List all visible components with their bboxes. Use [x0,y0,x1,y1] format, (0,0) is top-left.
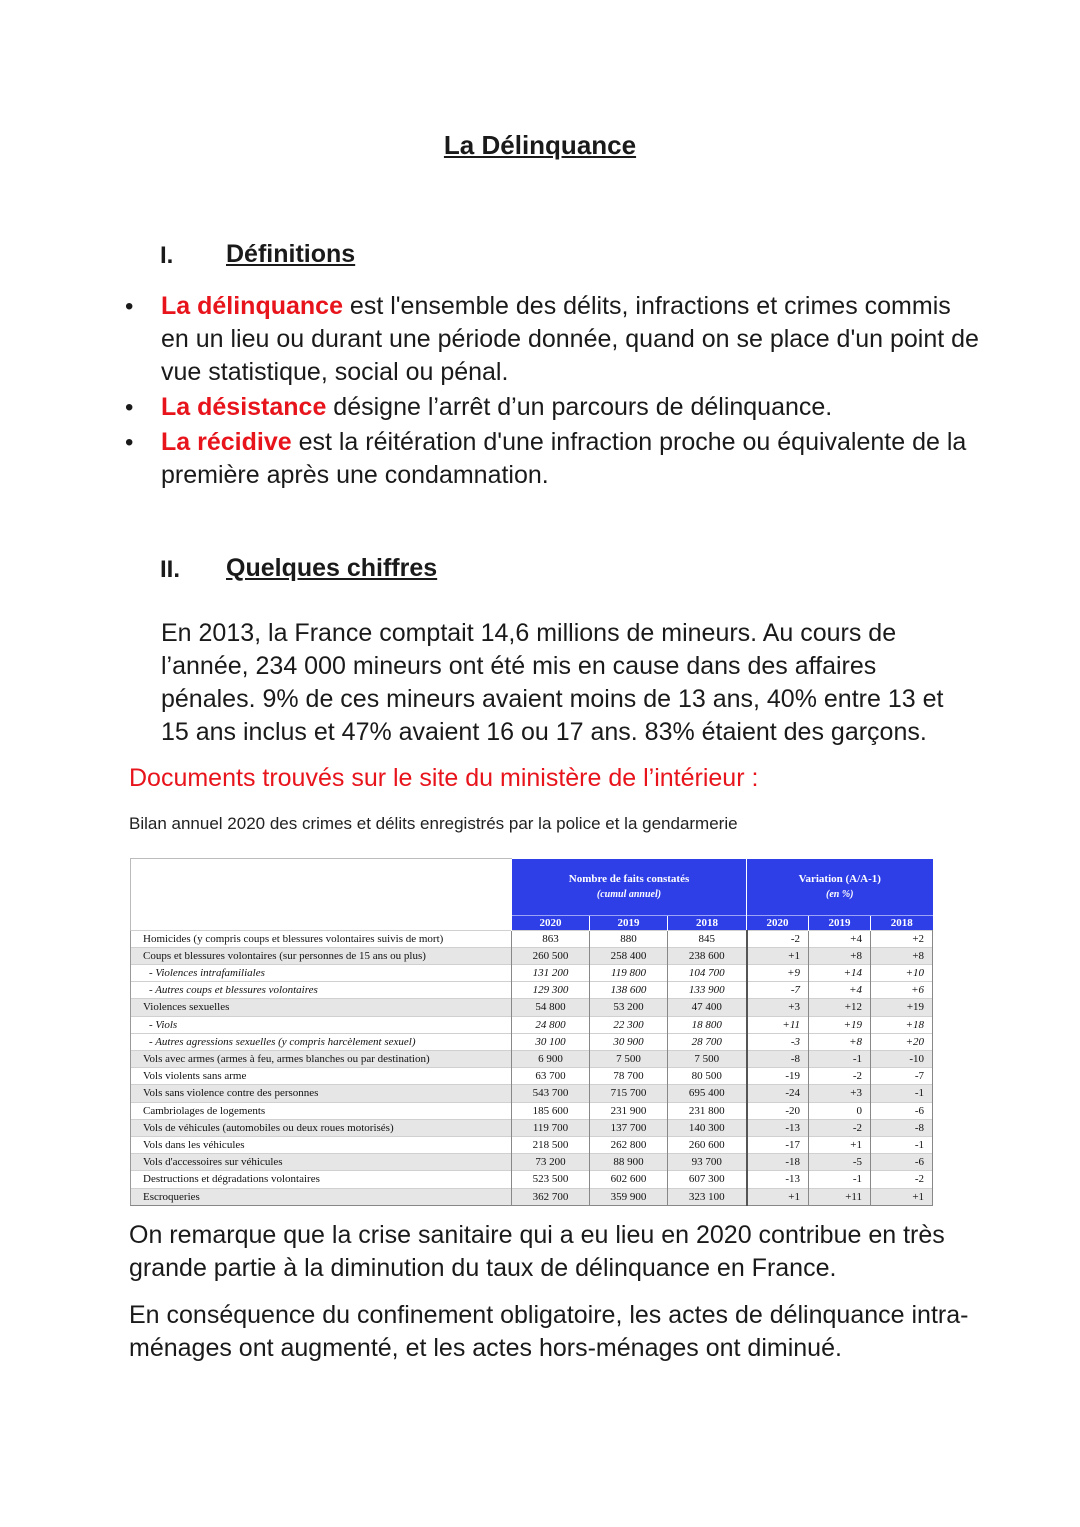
variation-cell: +18 [871,1016,933,1033]
count-cell: 185 600 [512,1102,590,1119]
page-title: La Délinquance [443,130,637,160]
variation-cell: -2 [871,1171,933,1188]
count-cell: 238 600 [668,947,747,964]
variation-cell: +12 [809,999,871,1016]
variation-cell: +10 [871,964,933,981]
table-caption: Bilan annuel 2020 des crimes et délits enregistrés par la police et la gendarmerie [129,814,738,833]
count-cell: 523 500 [512,1171,590,1188]
count-cell: 140 300 [668,1119,747,1136]
header-variation [747,859,933,916]
count-cell: 104 700 [668,964,747,981]
row-label: Vols de véhicules (automobiles ou deux roues motorisés) [131,1119,512,1136]
table-row [131,1068,933,1085]
definition-text: désigne l’arrêt d’un parcours de délinquance. [326,393,833,421]
year-header: 2020 [512,915,590,930]
analysis-paragraph-2: En conséquence du confinement obligatoire, les actes de délinquance intra-ménages ont augmenté, et les actes hors-ménages ont diminué. [129,1301,969,1362]
variation-cell: +11 [747,1016,809,1033]
header-variation-label: Variation (A/A-1) [798,872,881,885]
table-row [131,930,933,947]
count-cell: 359 900 [590,1188,668,1205]
count-cell: 93 700 [668,1154,747,1171]
count-cell: 607 300 [668,1171,747,1188]
statistics-paragraph: En 2013, la France comptait 14,6 millions de mineurs. Au cours de l’année, 234 000 mineurs ont été mis en cause dans des affaires pénales. 9% de ces mineurs avaient moins de 13 ans, 40% entre 13 et 15 ans inclus et 47% avaient 16 ou 17 ans. 83% étaient des garçons. [161,619,944,746]
row-label: Escroqueries [131,1188,512,1205]
row-label: Vols d'accessoires sur véhicules [131,1154,512,1171]
variation-cell: +19 [871,999,933,1016]
count-cell: 129 300 [512,982,590,999]
variation-cell: -10 [871,1050,933,1067]
count-cell: 258 400 [590,947,668,964]
count-cell: 73 200 [512,1154,590,1171]
row-label: Cambriolages de logements [131,1102,512,1119]
table-row [131,982,933,999]
variation-cell: +4 [809,930,871,947]
count-cell: 53 200 [590,999,668,1016]
variation-cell: -13 [747,1171,809,1188]
table-corner [131,859,512,931]
variation-cell: +8 [871,947,933,964]
count-cell: 78 700 [590,1068,668,1085]
variation-cell: +3 [809,1085,871,1102]
section-2-title: Quelques chiffres [226,554,438,582]
count-cell: 262 800 [590,1136,668,1153]
table-row [131,1171,933,1188]
variation-cell: +1 [809,1136,871,1153]
variation-cell: +9 [747,964,809,981]
section-2-number: II. [160,556,181,583]
variation-cell: +3 [747,999,809,1016]
count-cell: 63 700 [512,1068,590,1085]
count-cell: 845 [668,930,747,947]
variation-cell: -5 [809,1154,871,1171]
variation-cell: -24 [747,1085,809,1102]
count-cell: 231 900 [590,1102,668,1119]
definition-item [125,391,985,424]
definition-term: La délinquance [161,292,343,320]
count-cell: 30 900 [590,1033,668,1050]
variation-cell: -8 [747,1050,809,1067]
variation-cell: +1 [747,947,809,964]
row-label: Coups et blessures volontaires (sur personnes de 15 ans ou plus) [131,947,512,964]
row-label: Vols sans violence contre des personnes [131,1085,512,1102]
count-cell: 7 500 [668,1050,747,1067]
row-label: - Violences intrafamiliales [131,964,512,981]
variation-cell: -1 [871,1085,933,1102]
variation-cell: -1 [871,1136,933,1153]
definition-term: La désistance [161,393,327,421]
count-cell: 138 600 [590,982,668,999]
variation-cell: -2 [747,930,809,947]
count-cell: 119 700 [512,1119,590,1136]
count-cell: 362 700 [512,1188,590,1205]
variation-cell: -7 [871,1068,933,1085]
count-cell: 218 500 [512,1136,590,1153]
table-row [131,1119,933,1136]
bullet-icon: • [125,293,134,320]
definitions-list [125,290,985,494]
section-1-number: I. [160,242,174,269]
header-variation-sub: (en %) [826,888,854,900]
count-cell: 715 700 [590,1085,668,1102]
count-cell: 260 500 [512,947,590,964]
definition-text: est l'ensemble des délits, infractions et crimes commis en un lieu ou durant une période donnée, quand on se place d'un point de vue statistique, social ou pénal. [161,292,979,386]
variation-cell: +1 [747,1188,809,1205]
count-cell: 18 800 [668,1016,747,1033]
variation-cell: +4 [809,982,871,999]
count-cell: 231 800 [668,1102,747,1119]
table-row [131,1188,933,1205]
variation-cell: -17 [747,1136,809,1153]
header-counts-label: Nombre de faits constatés [568,872,690,885]
variation-cell: +8 [809,1033,871,1050]
table-row [131,1016,933,1033]
count-cell: 7 500 [590,1050,668,1067]
table-row [131,999,933,1016]
year-header: 2020 [747,915,809,930]
count-cell: 863 [512,930,590,947]
definition-term: La récidive [161,428,292,456]
variation-cell: -8 [871,1119,933,1136]
count-cell: 695 400 [668,1085,747,1102]
definition-text: est la réitération d'une infraction proche ou équivalente de la première après une condamnation. [161,428,967,489]
variation-cell: -20 [747,1102,809,1119]
table-row [131,1154,933,1171]
variation-cell: +14 [809,964,871,981]
row-label: Destructions et dégradations volontaires [131,1171,512,1188]
count-cell: 602 600 [590,1171,668,1188]
variation-cell: -2 [809,1068,871,1085]
table-row [131,1102,933,1119]
row-label: - Autres agressions sexuelles (y compris harcèlement sexuel) [131,1033,512,1050]
variation-cell: -6 [871,1102,933,1119]
count-cell: 80 500 [668,1068,747,1085]
variation-cell: -1 [809,1050,871,1067]
documents-source-line: Documents trouvés sur le site du ministère de l’intérieur : [129,764,759,792]
row-label: Vols violents sans arme [131,1068,512,1085]
variation-cell: -18 [747,1154,809,1171]
bullet-icon: • [125,394,134,421]
count-cell: 88 900 [590,1154,668,1171]
crime-statistics-table [130,858,933,1206]
variation-cell: -6 [871,1154,933,1171]
variation-cell: -2 [809,1119,871,1136]
count-cell: 22 300 [590,1016,668,1033]
variation-cell: +19 [809,1016,871,1033]
table-row [131,947,933,964]
count-cell: 28 700 [668,1033,747,1050]
row-label: Homicides (y compris coups et blessures volontaires suivis de mort) [131,930,512,947]
row-label: - Viols [131,1016,512,1033]
year-header: 2019 [809,915,871,930]
table-row [131,964,933,981]
year-header: 2018 [668,915,747,930]
count-cell: 131 200 [512,964,590,981]
count-cell: 137 700 [590,1119,668,1136]
year-header: 2018 [871,915,933,930]
row-label: Vols avec armes (armes à feu, armes blanches ou par destination) [131,1050,512,1067]
count-cell: 47 400 [668,999,747,1016]
count-cell: 24 800 [512,1016,590,1033]
table-row [131,1050,933,1067]
row-label: Violences sexuelles [131,999,512,1016]
count-cell: 260 600 [668,1136,747,1153]
variation-cell: +8 [809,947,871,964]
count-cell: 6 900 [512,1050,590,1067]
count-cell: 323 100 [668,1188,747,1205]
row-label: Vols dans les véhicules [131,1136,512,1153]
variation-cell: +6 [871,982,933,999]
section-1-title: Définitions [226,240,356,268]
table-row [131,1136,933,1153]
year-header: 2019 [590,915,668,930]
bullet-icon: • [125,429,134,456]
definition-item [125,426,985,492]
count-cell: 880 [590,930,668,947]
variation-cell: +11 [809,1188,871,1205]
count-cell: 133 900 [668,982,747,999]
count-cell: 30 100 [512,1033,590,1050]
variation-cell: -7 [747,982,809,999]
table-row [131,1085,933,1102]
table-row [131,1033,933,1050]
count-cell: 543 700 [512,1085,590,1102]
variation-cell: -1 [809,1171,871,1188]
header-counts [512,859,747,916]
row-label: - Autres coups et blessures volontaires [131,982,512,999]
variation-cell: +20 [871,1033,933,1050]
header-counts-sub: (cumul annuel) [596,888,662,900]
count-cell: 54 800 [512,999,590,1016]
variation-cell: -19 [747,1068,809,1085]
variation-cell: -13 [747,1119,809,1136]
count-cell: 119 800 [590,964,668,981]
variation-cell: +2 [871,930,933,947]
analysis-paragraph-1: On remarque que la crise sanitaire qui a eu lieu en 2020 contribue en très grande partie à la diminution du taux de délinquance en France. [129,1221,945,1282]
variation-cell: +1 [871,1188,933,1205]
variation-cell: -3 [747,1033,809,1050]
definition-item [125,290,985,389]
variation-cell: 0 [809,1102,871,1119]
